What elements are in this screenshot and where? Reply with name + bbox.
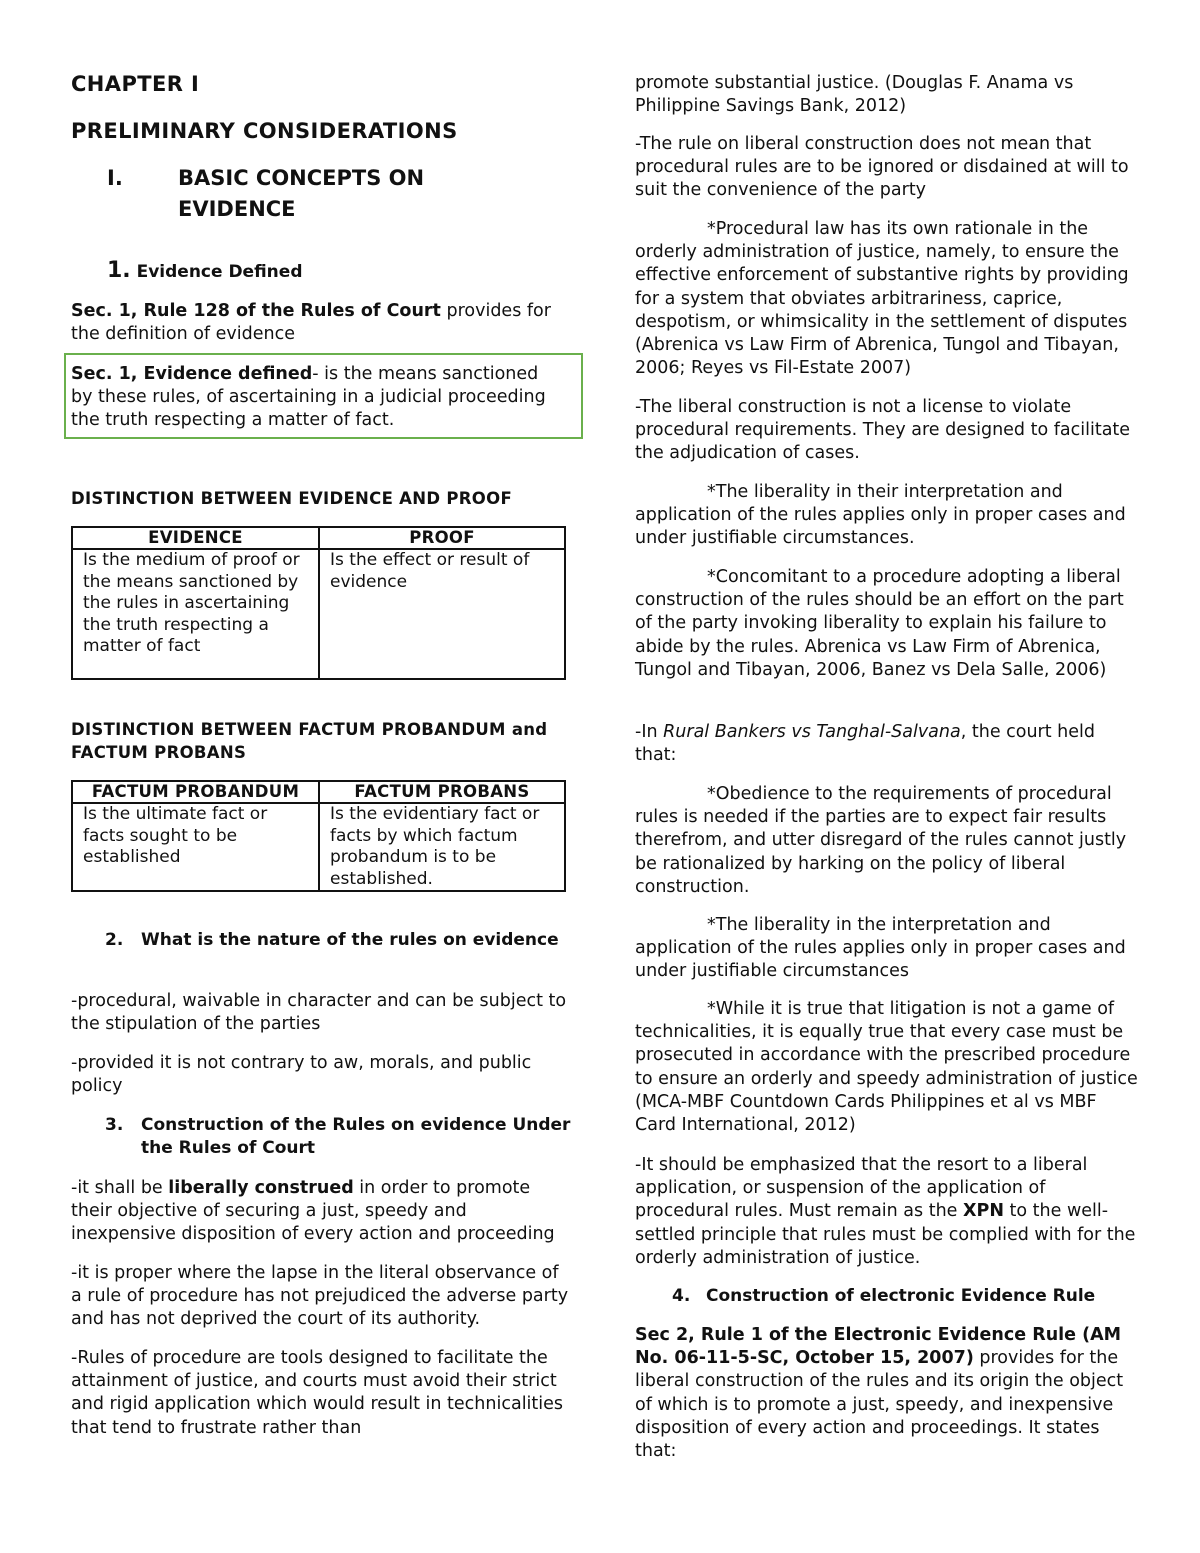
rule-128-paragraph (71, 300, 571, 346)
right-paragraph-2: -The rule on liberal construction does not mean that procedural rules are to be ignored or disdained at will to suit the convenience of the party (635, 134, 1129, 201)
r11-text: -It should be emphasized that the resort to a liberal application, or suspension of the application of procedural rules. Must remain as the (635, 1155, 1088, 1222)
q3-paragraph-1 (71, 1177, 571, 1247)
distinction-heading-factum: DISTINCTION BETWEEN FACTUM PROBANDUM and FACTUM PROBANS (71, 720, 548, 762)
subheading-evidence-defined (107, 258, 303, 283)
right-paragraph-11 (635, 1154, 1140, 1270)
question-number: 2. (105, 930, 124, 950)
definition-paragraph (71, 363, 561, 433)
preliminary-heading: PRELIMINARY CONSIDERATIONS (71, 119, 458, 143)
q3-p1-text-rest: in order to promote their objective of securing a just, speedy and inexpensive disposition of every action and proceeding (71, 1178, 555, 1245)
rule-128-citation: Sec. 1, Rule 128 of the Rules of Court (71, 301, 441, 321)
evidence-proof-table (71, 526, 566, 680)
roman-numeral: I. (107, 166, 123, 190)
table-header: FACTUM PROBANDUM (72, 781, 319, 803)
table-row (72, 803, 565, 891)
r7-case-name: Rural Bankers vs Tanghal-Salvana (663, 722, 961, 742)
r12-citation: Sec 2, Rule 1 of the Electronic Evidence Rule (AM No. 06-11-5-SC, October 15, 2007) (635, 1325, 1122, 1369)
subheading-number: 1. (107, 258, 131, 283)
table-cell: Is the evidentiary fact or facts by which factum probandum is to be established. (319, 803, 565, 891)
r7-text: -In (635, 722, 664, 742)
q3-paragraph-3: -Rules of procedure are tools designed to facilitate the attainment of justice, and courts must avoid their strict and rigid application which would result in technicalities that tend to frustrate rather than (71, 1348, 564, 1438)
factum-table (71, 780, 566, 892)
question-number: 3. (105, 1115, 124, 1135)
q3-paragraph-2: -it is proper where the lapse in the literal observance of a rule of procedure has not prejudiced the adverse party and has not deprived the court of its authority. (71, 1263, 569, 1330)
definition-text: - is the means sanctioned by these rules, of ascertaining in a judicial proceeding the truth respecting a matter of fact. (71, 364, 546, 431)
question-title: Construction of electronic Evidence Rule (706, 1286, 1096, 1306)
table-cell: Is the ultimate fact or facts sought to be established (72, 803, 319, 891)
question-title: Construction of the Rules on evidence Under the Rules of Court (141, 1115, 571, 1159)
chapter-title: CHAPTER I (71, 72, 200, 96)
table-header: FACTUM PROBANS (319, 781, 565, 803)
table-header: PROOF (319, 527, 565, 549)
definition-label: Sec. 1, Evidence defined (71, 364, 313, 384)
r12-text: provides for the liberal construction of the rules and its origin the object of which is to promote a just, speedy, and inexpensive disposition of every action and proceedings. It states that: (635, 1348, 1124, 1462)
question-number: 4. (672, 1286, 691, 1306)
table-cell: Is the medium of proof or the means sanctioned by the rules in ascertaining the truth respecting a matter of fact (72, 549, 319, 679)
right-paragraph-12 (635, 1324, 1140, 1463)
right-paragraph-7 (635, 721, 1140, 767)
table-row (72, 549, 565, 679)
q2-paragraph-1: -procedural, waivable in character and can be subject to the stipulation of the parties (71, 991, 567, 1035)
rule-128-text: provides for the definition of evidence (71, 301, 551, 345)
q3-p1-text: -it shall be (71, 1178, 169, 1198)
roman-title: BASIC CONCEPTS ON EVIDENCE (178, 166, 425, 221)
table-header-row (72, 781, 565, 803)
r7-text-rest: , the court held that: (635, 722, 1096, 766)
right-paragraph-8: *Obedience to the requirements of procedural rules is needed if the parties are to expect fair results therefrom, and utter disregard of the rules cannot justly be rationalized by harking on the policy of liberal construction. (635, 784, 1127, 897)
q3-p1-bold: liberally construed (168, 1178, 354, 1198)
table-header: EVIDENCE (72, 527, 319, 549)
question-4-heading (635, 1285, 1140, 1309)
right-paragraph-5: *The liberality in their interpretation and application of the rules applies only in proper cases and under justifiable circumstances. (635, 482, 1126, 549)
table-header-row (72, 527, 565, 549)
q2-paragraph-2: -provided it is not contrary to aw, morals, and public policy (71, 1053, 532, 1097)
right-paragraph-10: *While it is true that litigation is not a game of technicalities, it is equally true that every case must be prosecuted in accordance with the prescribed procedure to ensure an orderly and speedy administration of justice (MCA-MBF Countdown Cards Philippines et al vs MBF Card International, 2012) (635, 999, 1138, 1136)
right-paragraph-6: *Concomitant to a procedure adopting a liberal construction of the rules should be an effort on the part of the party invoking liberality to explain his failure to abide by the rules. Abrenica vs Law Firm of Abrenica, Tungol and Tibayan, 2006, Banez vs Dela Salle, 2006) (635, 567, 1124, 680)
r11-xpn: XPN (963, 1201, 1004, 1222)
right-paragraph-9: *The liberality in the interpretation and application of the rules applies only in proper cases and under justifiable circumstances (635, 915, 1126, 982)
right-paragraph-3: *Procedural law has its own rationale in the orderly administration of justice, namely, to ensure the effective enforcement of substantive rights by providing for a system that obviates arbitrariness, caprice, despotism, or whimsicality in the settlement of disputes (Abrenica vs Law Firm of Abrenica, Tungol and Tibayan, 2006; Reyes vs Fil-Estate 2007) (635, 219, 1129, 379)
question-3-heading (71, 1114, 571, 1162)
r11-text-rest: to the well-settled principle that rules must be complied with for the orderly administration of justice. (635, 1201, 1136, 1268)
question-title: What is the nature of the rules on evidence (141, 930, 559, 950)
subheading-title: Evidence Defined (136, 262, 303, 282)
table-cell: Is the effect or result of evidence (319, 549, 565, 679)
distinction-heading-evidence-proof: DISTINCTION BETWEEN EVIDENCE AND PROOF (71, 489, 513, 508)
right-paragraph-1: promote substantial justice. (Douglas F. Anama vs Philippine Savings Bank, 2012) (635, 73, 1074, 117)
question-2-heading (71, 929, 571, 977)
section-heading-roman (71, 163, 571, 227)
right-paragraph-4: -The liberal construction is not a license to violate procedural requirements. They are designed to facilitate the adjudication of cases. (635, 397, 1131, 464)
